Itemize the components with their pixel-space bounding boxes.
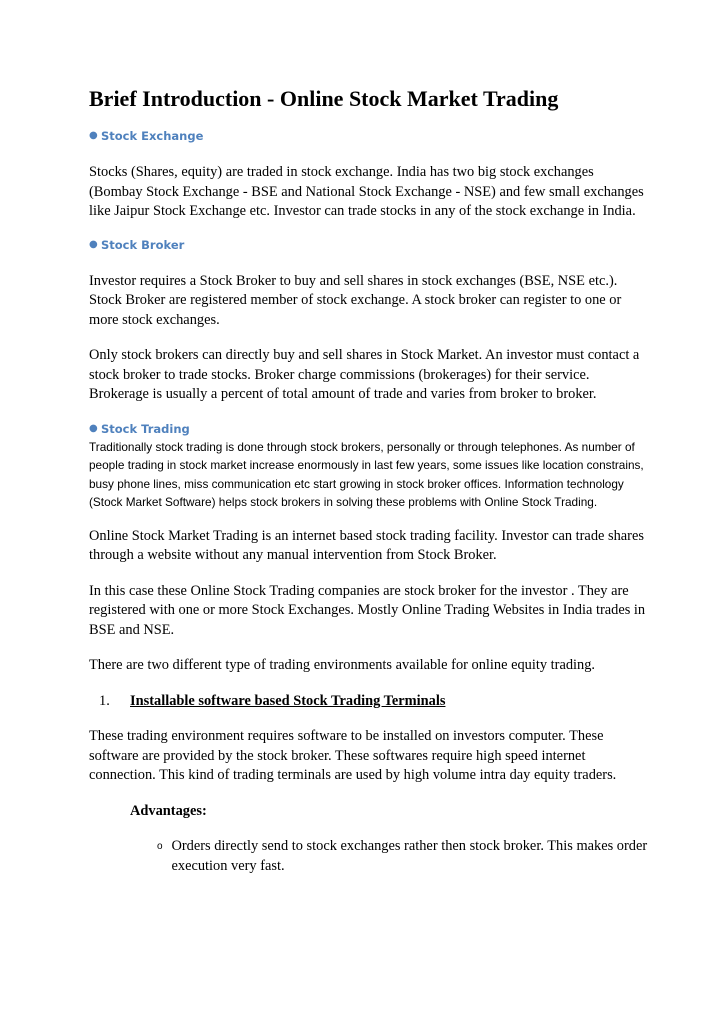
paragraph-small: Traditionally stock trading is done through stock brokers, personally or through telephones. As number of people trading in stock market increase enormously in last few years, some issues like location constrains, busy phone lines, miss communication etc start growing in stock broker offices. Information technology (Stock Market Software) helps stock brokers in solving these problems with Online Stock Trading.	[89, 439, 644, 509]
section-heading-stock-broker	[89, 236, 648, 254]
section-heading-label: Stock Exchange	[101, 129, 204, 143]
list-number: 1.	[99, 692, 110, 709]
sub-list-item	[157, 837, 648, 876]
section-heading-label: Stock Broker	[101, 237, 185, 252]
section-heading-label: Stock Trading	[101, 421, 190, 436]
list-item-title: Installable software based Stock Trading Terminals	[130, 692, 446, 709]
bullet-icon: ●	[89, 422, 98, 434]
advantages-label: Advantages:	[130, 802, 207, 819]
bullet-icon: ●	[89, 238, 98, 250]
list-item-description: These trading environment requires software to be installed on investors computer. These software are provided by the stock broker. These softwares require high speed internet connection. This kind of trading terminals are used by high volume intra day equity traders.	[89, 728, 617, 783]
circle-bullet-icon: o	[157, 841, 163, 852]
paragraph: Online Stock Market Trading is an internet based stock trading facility. Investor can trade shares through a website without any manual intervention from Stock Broker.	[89, 527, 644, 563]
paragraph: Investor requires a Stock Broker to buy and sell shares in stock exchanges (BSE, NSE etc.). Stock Broker are registered member of stock exchange. A stock broker can register to one or more stock exchanges.	[89, 272, 622, 328]
paragraph: There are two different type of trading environments available for online equity trading.	[89, 657, 596, 673]
numbered-list-item	[99, 692, 648, 712]
document-title: Brief Introduction - Online Stock Market Trading	[89, 86, 559, 111]
section-heading-stock-trading	[89, 420, 648, 438]
paragraph: In this case these Online Stock Trading companies are stock broker for the investor . They are registered with one or more Stock Exchanges. Mostly Online Trading Websites in India trades in BSE and NSE.	[89, 582, 646, 638]
paragraph: Stocks (Shares, equity) are traded in stock exchange. India has two big stock exchanges (Bombay Stock Exchange - BSE and National Stock Exchange - NSE) and few small exchanges like Jaipur Stock Exchange etc. Investor can trade stocks in any of the stock exchange in India.	[89, 164, 644, 219]
paragraph: Only stock brokers can directly buy and sell shares in Stock Market. An investor must contact a stock broker to trade stocks. Broker charge commissions (brokerages) for their service. Brokerage is usually a percent of total amount of trade and varies from broker to broker.	[89, 347, 640, 402]
bullet-icon: ●	[89, 130, 98, 141]
sub-list-item-text: Orders directly send to stock exchanges rather then stock broker. This makes order execution very fast.	[171, 838, 648, 874]
section-heading-stock-exchange	[89, 127, 648, 145]
